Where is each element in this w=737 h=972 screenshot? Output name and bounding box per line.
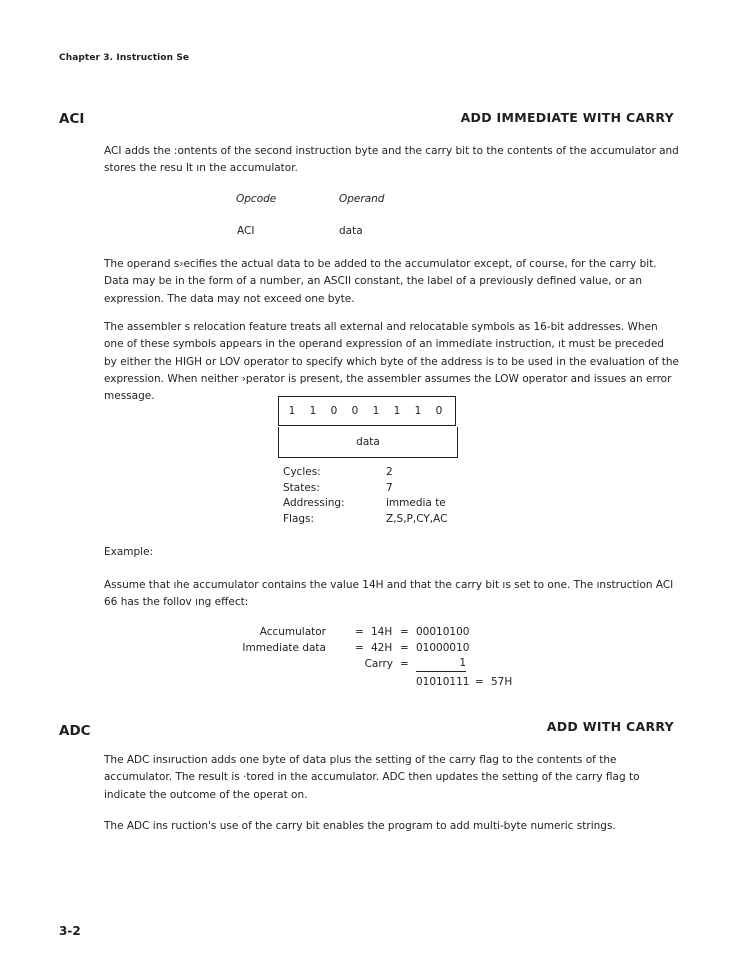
carry-binary: 1 bbox=[416, 656, 466, 672]
aci-intro-paragraph: ACI adds the :ontents of the second instruction byte and the carry bit to the contents of the accumulator and stores the resu lt ın the accumulator. bbox=[104, 145, 679, 175]
bit-0: 0 bbox=[435, 405, 443, 417]
immediate-data-label: Immediate data bbox=[242, 642, 326, 654]
carry-label: Carry bbox=[364, 658, 393, 670]
data-byte-row bbox=[278, 427, 458, 458]
accumulator-binary: 00010100 bbox=[416, 626, 470, 638]
accumulator-label: Accumulator bbox=[259, 626, 326, 638]
bit-6: 1 bbox=[309, 405, 317, 417]
example-label: Example: bbox=[104, 546, 154, 558]
bit-2: 1 bbox=[393, 405, 401, 417]
spec-value: 2 bbox=[386, 466, 393, 478]
bit-5: 0 bbox=[330, 405, 338, 417]
chapter-header: Chapter 3. Instruction Se bbox=[59, 53, 190, 63]
bit-7: 1 bbox=[288, 405, 296, 417]
opcode-bit-row bbox=[278, 396, 456, 426]
immediate-data-hex: 42H bbox=[371, 642, 393, 654]
spec-row bbox=[283, 496, 447, 512]
spec-value: 7 bbox=[386, 481, 393, 494]
equals-sign: = bbox=[400, 658, 409, 670]
spec-value: immedia te bbox=[386, 497, 446, 510]
relocation-paragraph: The assembler s relocation feature treats all external and relocatable symbols as 16-bit addresses. When one of these symbols appears in the operand expression of an immediate instruction, ıt must be preceded by either the HIGH or LOV operator to specify which byte of the address is to be used in the evaluation of the expression. When neither ›perator is present, the assembler assumes the LOW operator and issues an error message. bbox=[104, 321, 680, 403]
bit-4: 0 bbox=[351, 405, 359, 417]
spec-label: Flags: bbox=[283, 513, 315, 526]
addition-calculation bbox=[220, 624, 513, 696]
equals-sign: = bbox=[400, 626, 409, 638]
opcode-column-header: Opcode bbox=[236, 193, 277, 205]
spec-label: States: bbox=[283, 481, 320, 494]
spec-row bbox=[283, 465, 447, 481]
spec-value: Z,S,P,CY,AC bbox=[386, 513, 448, 526]
bit-3: 1 bbox=[372, 405, 380, 417]
adc-mnemonic-heading: ADC bbox=[59, 723, 91, 739]
equals-sign: = bbox=[355, 626, 364, 638]
aci-mnemonic-heading: ACI bbox=[59, 111, 85, 127]
adc-paragraph-2: The ADC ins ruction's use of the carry bit enables the program to add multi-byte numeric strings. bbox=[104, 820, 616, 832]
data-byte-label: data bbox=[356, 436, 380, 448]
example-paragraph: Assume that ıhe accumulator contains the value 14H and that the carry bit ıs set to one. The ınstruction ACI 66 has the follov ıng effect: bbox=[104, 579, 674, 609]
accumulator-hex: 14H bbox=[371, 626, 393, 638]
equals-sign: = bbox=[400, 642, 409, 654]
adc-title-heading: ADD WITH CARRY bbox=[546, 719, 674, 734]
immediate-data-binary: 01000010 bbox=[416, 642, 470, 654]
equals-sign: = bbox=[355, 642, 364, 654]
result-hex: 57H bbox=[491, 676, 513, 688]
result-binary: 01010111 bbox=[416, 676, 470, 688]
page-number: 3-2 bbox=[59, 924, 81, 938]
spec-row bbox=[283, 481, 447, 497]
instruction-specs bbox=[283, 465, 447, 528]
operand-column-header: Operand bbox=[339, 193, 385, 205]
operand-description-paragraph: The operand s›ecifies the actual data to be added to the accumulator except, of course, for the carry bit. Data may be in the form of a number, an ASCII constant, the label of a previously defined value, or an expression. The data may not exceed one byte. bbox=[104, 258, 657, 305]
spec-label: Addressing: bbox=[283, 497, 345, 510]
operand-value: data bbox=[339, 225, 363, 237]
equals-sign: = bbox=[475, 676, 484, 688]
bit-1: 1 bbox=[414, 405, 422, 417]
aci-title-heading: ADD IMMEDIATE WITH CARRY bbox=[460, 110, 674, 125]
opcode-value: ACI bbox=[237, 225, 255, 237]
spec-label: Cycles: bbox=[283, 466, 321, 478]
spec-row bbox=[283, 512, 447, 528]
adc-paragraph-1: The ADC insıruction adds one byte of data plus the setting of the carry flag to the contents of the accumulator. The result is ·tored in the accumulator. ADC then updates the settıng of the carry flag to indicate the outcome of the operat on. bbox=[104, 754, 640, 801]
